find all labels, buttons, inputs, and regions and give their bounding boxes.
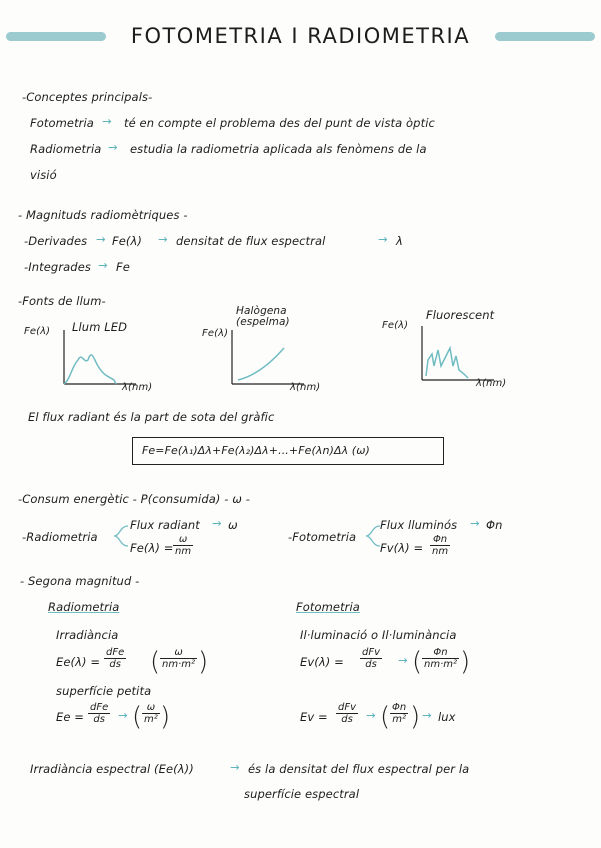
graph-ylabel: Fe(λ) [202,328,229,339]
derivades-symbol: Fe(λ) [112,234,142,248]
arrow-icon: → [118,708,128,722]
derivades-text: densitat de flux espectral [176,234,326,248]
halogen-spectrum-graph [214,330,304,390]
ee-unit-paren: ( [132,702,143,732]
rad-fe-lhs: Fe(λ) = [130,541,174,555]
irr-eq-lhs: Ee(λ) = [56,655,101,669]
irr-eq-fraction: dFe ds [106,647,125,670]
arrow-icon: → [96,232,106,246]
graph-ylabel: Fe(λ) [24,326,51,337]
ev-unit-name: lux [438,710,456,724]
fot-flux-unit: Φn [486,518,503,532]
ev-fraction: dFv ds [338,702,357,725]
ev-lhs: Ev = [300,710,328,724]
arrow-icon: → [98,258,108,272]
arrow-icon: → [108,140,118,154]
graph-title: Llum LED [72,320,128,334]
section-heading: -Consum energètic - P(consumida) - ω - [18,492,250,506]
rad-flux-unit: ω [228,518,238,532]
illuminacio: Il·luminació o Il·luminància [300,628,457,642]
ill-unit-paren: ( [412,647,423,677]
ee-unit-paren: ) [160,702,171,732]
arrow-icon: → [230,760,240,774]
flux-note: El flux radiant és la part de sota del gràfic [28,410,275,424]
fot-fv-fraction: $\frac{\Phi n}{nm}$ [432,534,449,557]
ill-unit-fraction: $\frac{\Phi n}{\text{nm·m²}}$ [424,647,458,670]
section-heading: -Fonts de llum- [18,294,106,308]
derivades-label: -Derivades [24,234,88,248]
irr-unit-paren: ( [150,647,161,677]
fluorescent-spectrum-graph [404,326,496,386]
fotometria-label: -Fotometria [288,530,357,544]
integrades-label: -Integrades [24,260,91,274]
irradiancia-espectral-def-2: superfície espectral [244,787,360,801]
section-heading: - Magnituds radiomètriques - [18,208,188,222]
irradiancia-espectral-def: és la densitat del flux espectral per la [248,762,470,776]
graph-title: Fluorescent [426,308,495,322]
arrow-icon: → [422,708,432,722]
derivades-unit: λ [396,234,403,248]
ee-lhs: Ee = [56,710,85,724]
radiometria-text: estudia la radiometria aplicada als fenòmens de la [130,142,427,156]
graph-title: Halògena (espelma) [236,305,290,328]
ill-eq-fraction: dFv ds [362,647,381,670]
graph-xlabel: λ(nm) [290,382,321,393]
arrow-icon: → [366,708,376,722]
ee-fraction: dFe ds [90,702,109,725]
superficie-petita: superfície petita [56,684,152,698]
rad-title: Radiometria [48,600,120,614]
fot-title: Fotometria [296,600,360,614]
arrow-icon: → [470,516,480,530]
arrow-icon: → [212,516,222,530]
fotometria-text: té en compte el problema des del punt de vista òptic [124,116,435,130]
arrow-icon: → [102,114,112,128]
ill-eq-lhs: Ev(λ) = [300,655,344,669]
fotometria-label: Fotometria [30,116,94,130]
arrow-icon: → [158,232,168,246]
arrow-icon: → [398,653,408,667]
ev-unit-paren: ( [380,702,391,732]
integrades-symbol: Fe [116,260,130,274]
fot-fv-lhs: Fv(λ) = [380,541,424,555]
ev-unit-paren: ) [410,702,421,732]
arrow-icon: → [378,232,388,246]
graph-ylabel: Fe(λ) [382,320,409,331]
led-spectrum-graph [46,330,136,390]
fot-flux-text: Flux lluminós [380,518,458,532]
section-heading: -Conceptes principals- [22,90,153,104]
section-heading: - Segona magnitud - [20,574,140,588]
radiometria-label: Radiometria [30,142,102,156]
irradiancia-espectral: Irradiància espectral (Ee(λ)) [30,762,194,776]
irr-unit-fraction: $\frac{\omega}{\text{nm·m²}}$ [162,647,196,670]
ill-unit-paren: ) [460,647,471,677]
rad-flux-text: Flux radiant [130,518,200,532]
rad-fe-fraction: $\frac{\omega}{nm}$ [175,534,192,557]
graph-xlabel: λ(nm) [476,378,507,389]
radiometria-text-2: visió [30,168,57,182]
ee-unit-fraction: $\frac{\omega}{\text{m²}}$ [144,702,158,725]
ev-unit-fraction: $\frac{\Phi n}{\text{m²}}$ [392,702,407,725]
graph-xlabel: λ(nm) [122,382,153,393]
branch-lines [112,522,132,552]
irr-unit-paren: ) [198,647,209,677]
irradiancia: Irradiància [56,628,119,642]
page-title: FOTOMETRIA I RADIOMETRIA [130,24,471,48]
radiometria-label: -Radiometria [22,530,98,544]
flux-equation: Fe=Fe(λ₁)Δλ+Fe(λ₂)Δλ+...+Fe(λn)Δλ (ω) [142,444,370,457]
